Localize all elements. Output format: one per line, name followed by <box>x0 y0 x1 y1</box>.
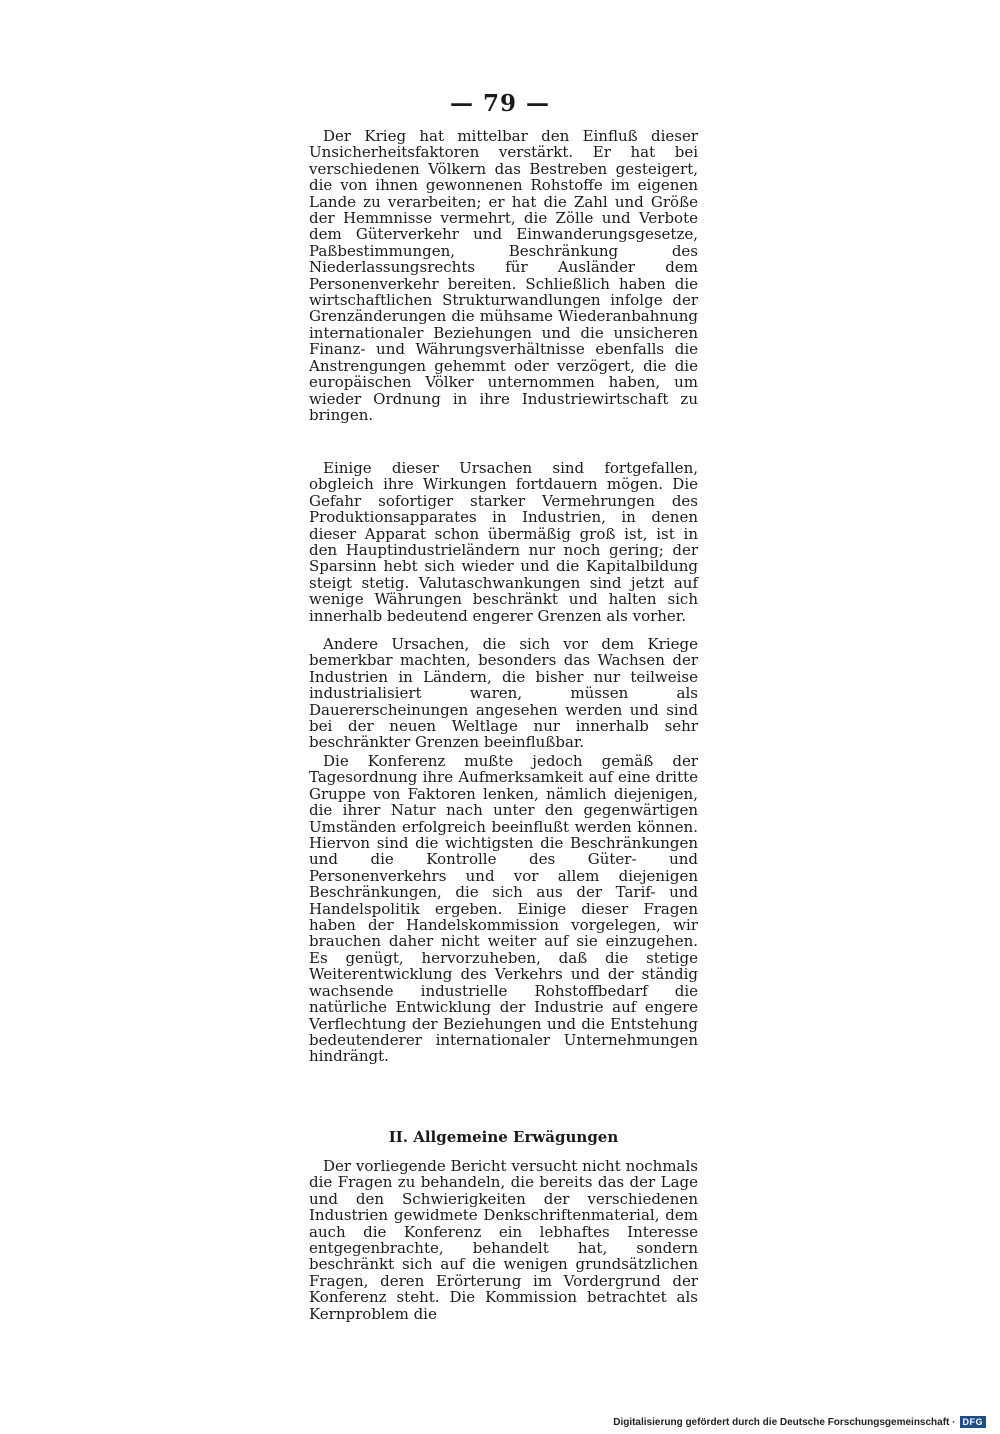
paragraph: Einige dieser Ursachen sind fortgefallen, obgleich ihre Wirkungen fortdauern mögen. Die Gefahr sofortiger starker Vermehrungen des Produktionsapparates in Industrien, in denen dieser Apparat schon übermäßig groß ist, ist in den Hauptindustrieländern nur noch gering; der Sparsinn hebt sich wieder und die Kapitalbildung steigt stetig. Valutaschwankungen sind jetzt auf wenige Währungen beschränkt und halten sich innerhalb bedeutend engerer Grenzen als vorher. <box>309 459 698 625</box>
page-number: — 79 — <box>449 90 551 117</box>
digitization-credit <box>613 1416 986 1428</box>
section-heading: II. Allgemeine Erwägungen <box>388 1128 619 1146</box>
paragraph: Andere Ursachen, die sich vor dem Kriege bemerkbar machten, besonders das Wachsen der Industrien in Ländern, die bisher nur teilweise industrialisiert waren, müssen als Dauererscheinungen angesehen werden und sind bei der neuen Weltlage nur innerhalb sehr beschränkter Grenzen beeinflußbar. <box>309 635 698 752</box>
paragraph-5-block <box>309 1158 698 1322</box>
dfg-logo-icon: DFG <box>960 1416 987 1428</box>
paragraph-4-block <box>309 753 698 1065</box>
credit-text: Digitalisierung gefördert durch die Deutsche Forschungsgemeinschaft · <box>613 1416 956 1428</box>
paragraph-1-block <box>309 128 698 423</box>
paragraph: Der Krieg hat mittelbar den Einfluß dieser Unsicherheitsfaktoren verstärkt. Er hat bei verschiedenen Völkern das Bestreben gesteigert, die von ihnen gewonnenen Rohstoffe im eigenen Lande zu verarbeiten; er hat die Zahl und Größe der Hemmnisse vermehrt, die Zölle und Verbote dem Güterverkehr und Einwanderungsgesetze, Paßbestimmungen, Beschränkung des Niederlassungsrechts für Ausländer dem Personenverkehr bereiten. Schließlich haben die wirtschaftlichen Strukturwandlungen infolge der Grenzänderungen die mühsame Wiederanbahnung internationaler Beziehungen und die unsicheren Finanz- und Währungsverhältnisse ebenfalls die Anstrengungen gehemmt oder verzögert, die die europäischen Völker unternommen haben, um wieder Ordnung in ihre Industriewirtschaft zu bringen. <box>309 127 698 424</box>
paragraph-3-block <box>309 636 698 751</box>
paragraph: Der vorliegende Bericht versucht nicht nochmals die Fragen zu behandeln, die bereits das der Lage und den Schwierigkeiten der verschiedenen Industrien gewidmete Denkschriftenmaterial, dem auch die Konferenz ein lebhaftes Interesse entgegenbrachte, behandelt hat, sondern beschränkt sich auf die wenigen grundsätzlichen Fragen, deren Erörterung im Vordergrund der Konferenz steht. Die Kommission betrachtet als Kernproblem die <box>309 1157 698 1323</box>
paragraph-2-block <box>309 460 698 624</box>
paragraph: Die Konferenz mußte jedoch gemäß der Tagesordnung ihre Aufmerksamkeit auf eine dritte Gruppe von Faktoren lenken, nämlich diejenigen, die ihrer Natur nach unter den gegenwärtigen Umständen erfolgreich beeinflußt werden können. Hiervon sind die wichtigsten die Beschränkungen und die Kontrolle des Güter- und Personenverkehrs und vor allem diejenigen Beschränkungen, die sich aus der Tarif- und Handelspolitik ergeben. Einige dieser Fragen haben der Handelskommission vorgelegen, wir brauchen daher nicht weiter auf sie einzugehen. Es genügt, hervorzuheben, daß die stetige Weiterentwicklung des Verkehrs und der ständig wachsende industrielle Rohstoffbedarf die natürliche Entwicklung der Industrie auf engere Verflechtung der Beziehungen und die Entstehung bedeutenderer internationaler Unternehmungen hindrängt. <box>309 752 698 1066</box>
